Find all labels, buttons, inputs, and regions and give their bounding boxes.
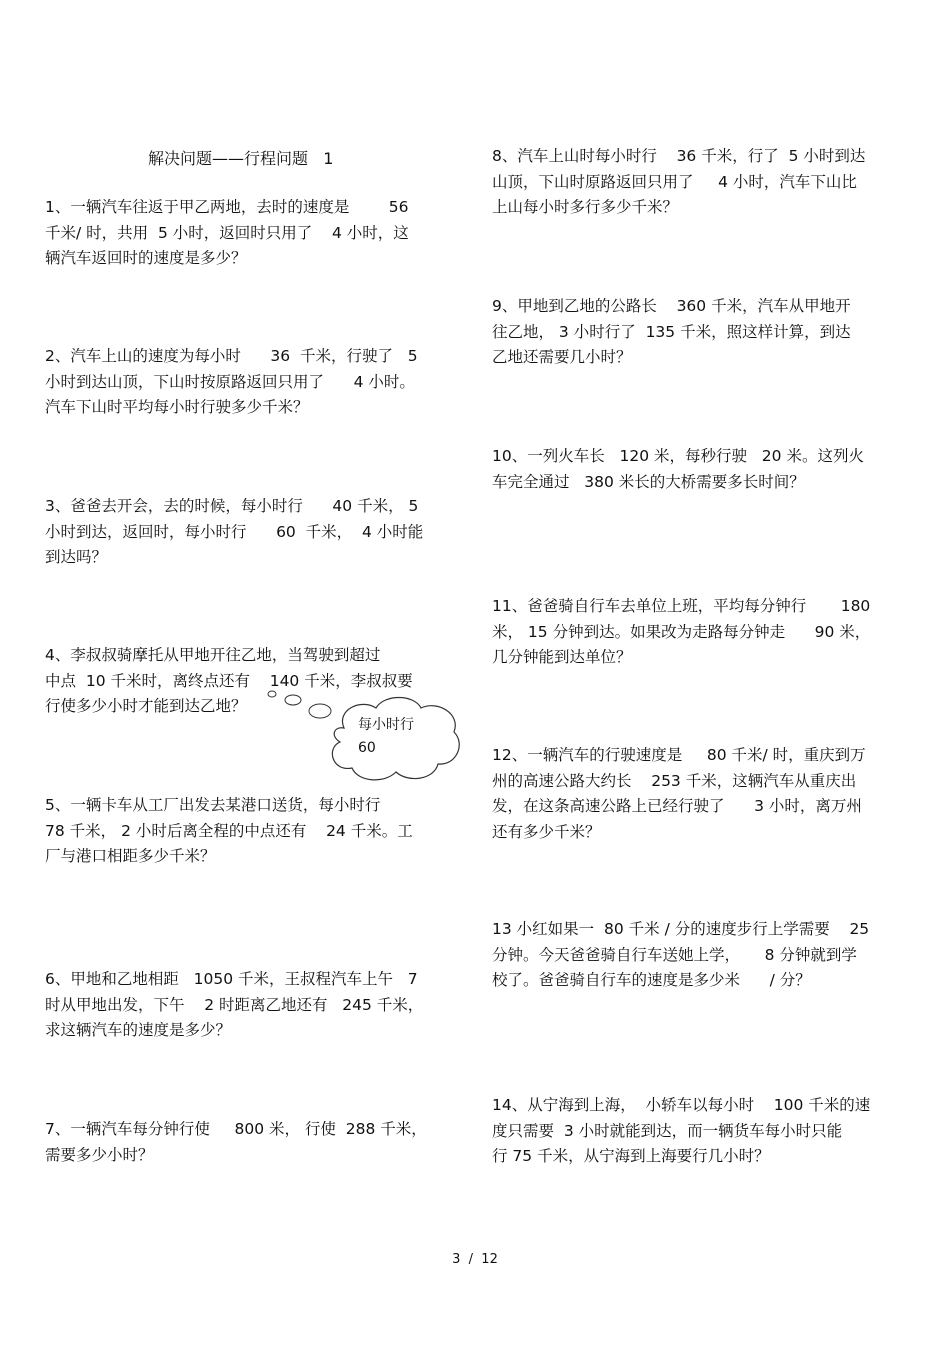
problem-11 [492, 594, 870, 671]
problem-line: 1、一辆汽车往返于甲乙两地，去时的速度是 56 [45, 198, 409, 216]
problem-14 [492, 1093, 870, 1170]
problem-line: 中点 10 千米时，离终点还有 140 千米，李叔叔要 [45, 671, 413, 690]
problem-line: 校了。爸爸骑自行车的速度是多少米 / 分？ [492, 971, 811, 989]
problem-line: 千米/ 时，共用 5 小时，返回时只用了 4 小时，这 [45, 223, 409, 242]
problem-line: 12、一辆汽车的行驶速度是 80 千米/ 时，重庆到万 [492, 746, 866, 764]
problem-line: 厂与港口相距多少千米？ [45, 847, 216, 865]
problem-line: 州的高速公路大约长 253 千米，这辆汽车从重庆出 [492, 771, 857, 790]
problem-8 [492, 144, 865, 221]
problem-line: 车完全通过 380 米长的大桥需要多长时间？ [492, 472, 805, 491]
problem-line: 度只需要 3 小时就能到达，而一辆货车每小时只能 [492, 1121, 843, 1140]
problem-5 [45, 793, 413, 870]
problem-line: 求这辆汽车的速度是多少？ [45, 1021, 232, 1039]
problem-line: 6、甲地和乙地相距 1050 千米，王叔程汽车上午 7 [45, 970, 418, 988]
problem-line: 发，在这条高速公路上已经行驶了 3 小时，离万州 [492, 797, 862, 815]
problem-line: 14、从宁海到上海， 小轿车以每小时 100 千米的速 [492, 1096, 871, 1114]
problem-line: 10、一列火车长 120 米，每秒行驶 20 米。这列火 [492, 447, 864, 465]
problem-line: 13 小红如果一 80 千米 / 分的速度步行上学需要 25 [492, 920, 870, 938]
problem-6 [45, 967, 423, 1044]
problem-line: 分钟。今天爸爸骑自行车送她上学， 8 分钟就到学 [492, 945, 857, 964]
problem-line: 米， 15 分钟到达。如果改为走路每分钟走 90 米， [492, 622, 871, 641]
page-number: 3 / 12 [452, 1252, 498, 1267]
thought-cloud-icon [266, 688, 466, 788]
problem-1 [45, 195, 409, 272]
problem-line: 行 75 千米，从宁海到上海要行几小时？ [492, 1147, 770, 1165]
problem-7 [45, 1117, 427, 1168]
problem-line: 9、甲地到乙地的公路长 360 千米，汽车从甲地开 [492, 297, 851, 315]
problem-line: 3、爸爸去开会，去的时候，每小时行 40 千米， 5 [45, 497, 419, 515]
bubble-line-1: 每小时行 [358, 717, 414, 733]
thought-bubble [266, 688, 466, 788]
problem-2 [45, 344, 418, 421]
problem-line: 小时到达山顶，下山时按原路返回只用了 4 小时。 [45, 372, 415, 391]
problem-line: 几分钟能到达单位？ [492, 648, 632, 666]
problem-line: 乙地还需要几小时？ [492, 348, 632, 366]
problem-line: 行使多少小时才能到达乙地？ [45, 697, 247, 715]
problem-line: 往乙地， 3 小时行了 135 千米，照这样计算，到达 [492, 322, 851, 341]
problem-line: 还有多少千米？ [492, 822, 601, 841]
problem-line: 汽车下山时平均每小时行驶多少千米？ [45, 398, 309, 416]
problem-line: 78 千米， 2 小时后离全程的中点还有 24 千米。工 [45, 821, 413, 840]
problem-line: 小时到达，返回时，每小时行 60 千米， 4 小时能 [45, 522, 424, 541]
problem-line: 7、一辆汽车每分钟行使 800 米， 行使 288 千米， [45, 1120, 427, 1138]
problem-line: 需要多少小时？ [45, 1145, 154, 1164]
problem-line: 辆汽车返回时的速度是多少？ [45, 249, 247, 267]
problem-line: 山顶，下山时原路返回只用了 4 小时，汽车下山比 [492, 172, 857, 191]
problem-line: 8、汽车上山时每小时行 36 千米，行了 5 小时到达 [492, 147, 866, 165]
problem-12 [492, 743, 866, 845]
page-title: 解决问题——行程问题 1 [148, 149, 334, 168]
problem-line: 11、爸爸骑自行车去单位上班，平均每分钟行 180 [492, 597, 871, 615]
problem-10 [492, 444, 864, 495]
problem-3 [45, 494, 423, 571]
problem-13 [492, 917, 869, 994]
problem-line: 时从甲地出发，下午 2 时距离乙地还有 245 千米， [45, 995, 424, 1014]
bubble-line-2: 60 [358, 740, 376, 756]
problem-line: 5、一辆卡车从工厂出发去某港口送货，每小时行 [45, 796, 381, 814]
problem-line: 2、汽车上山的速度为每小时 36 千米，行驶了 5 [45, 347, 418, 365]
problem-9 [492, 294, 851, 371]
problem-line: 4、李叔叔骑摩托从甲地开往乙地，当驾驶到超过 [45, 646, 381, 664]
problem-line: 到达吗？ [45, 548, 108, 566]
problem-line: 上山每小时多行多少千米？ [492, 198, 679, 216]
